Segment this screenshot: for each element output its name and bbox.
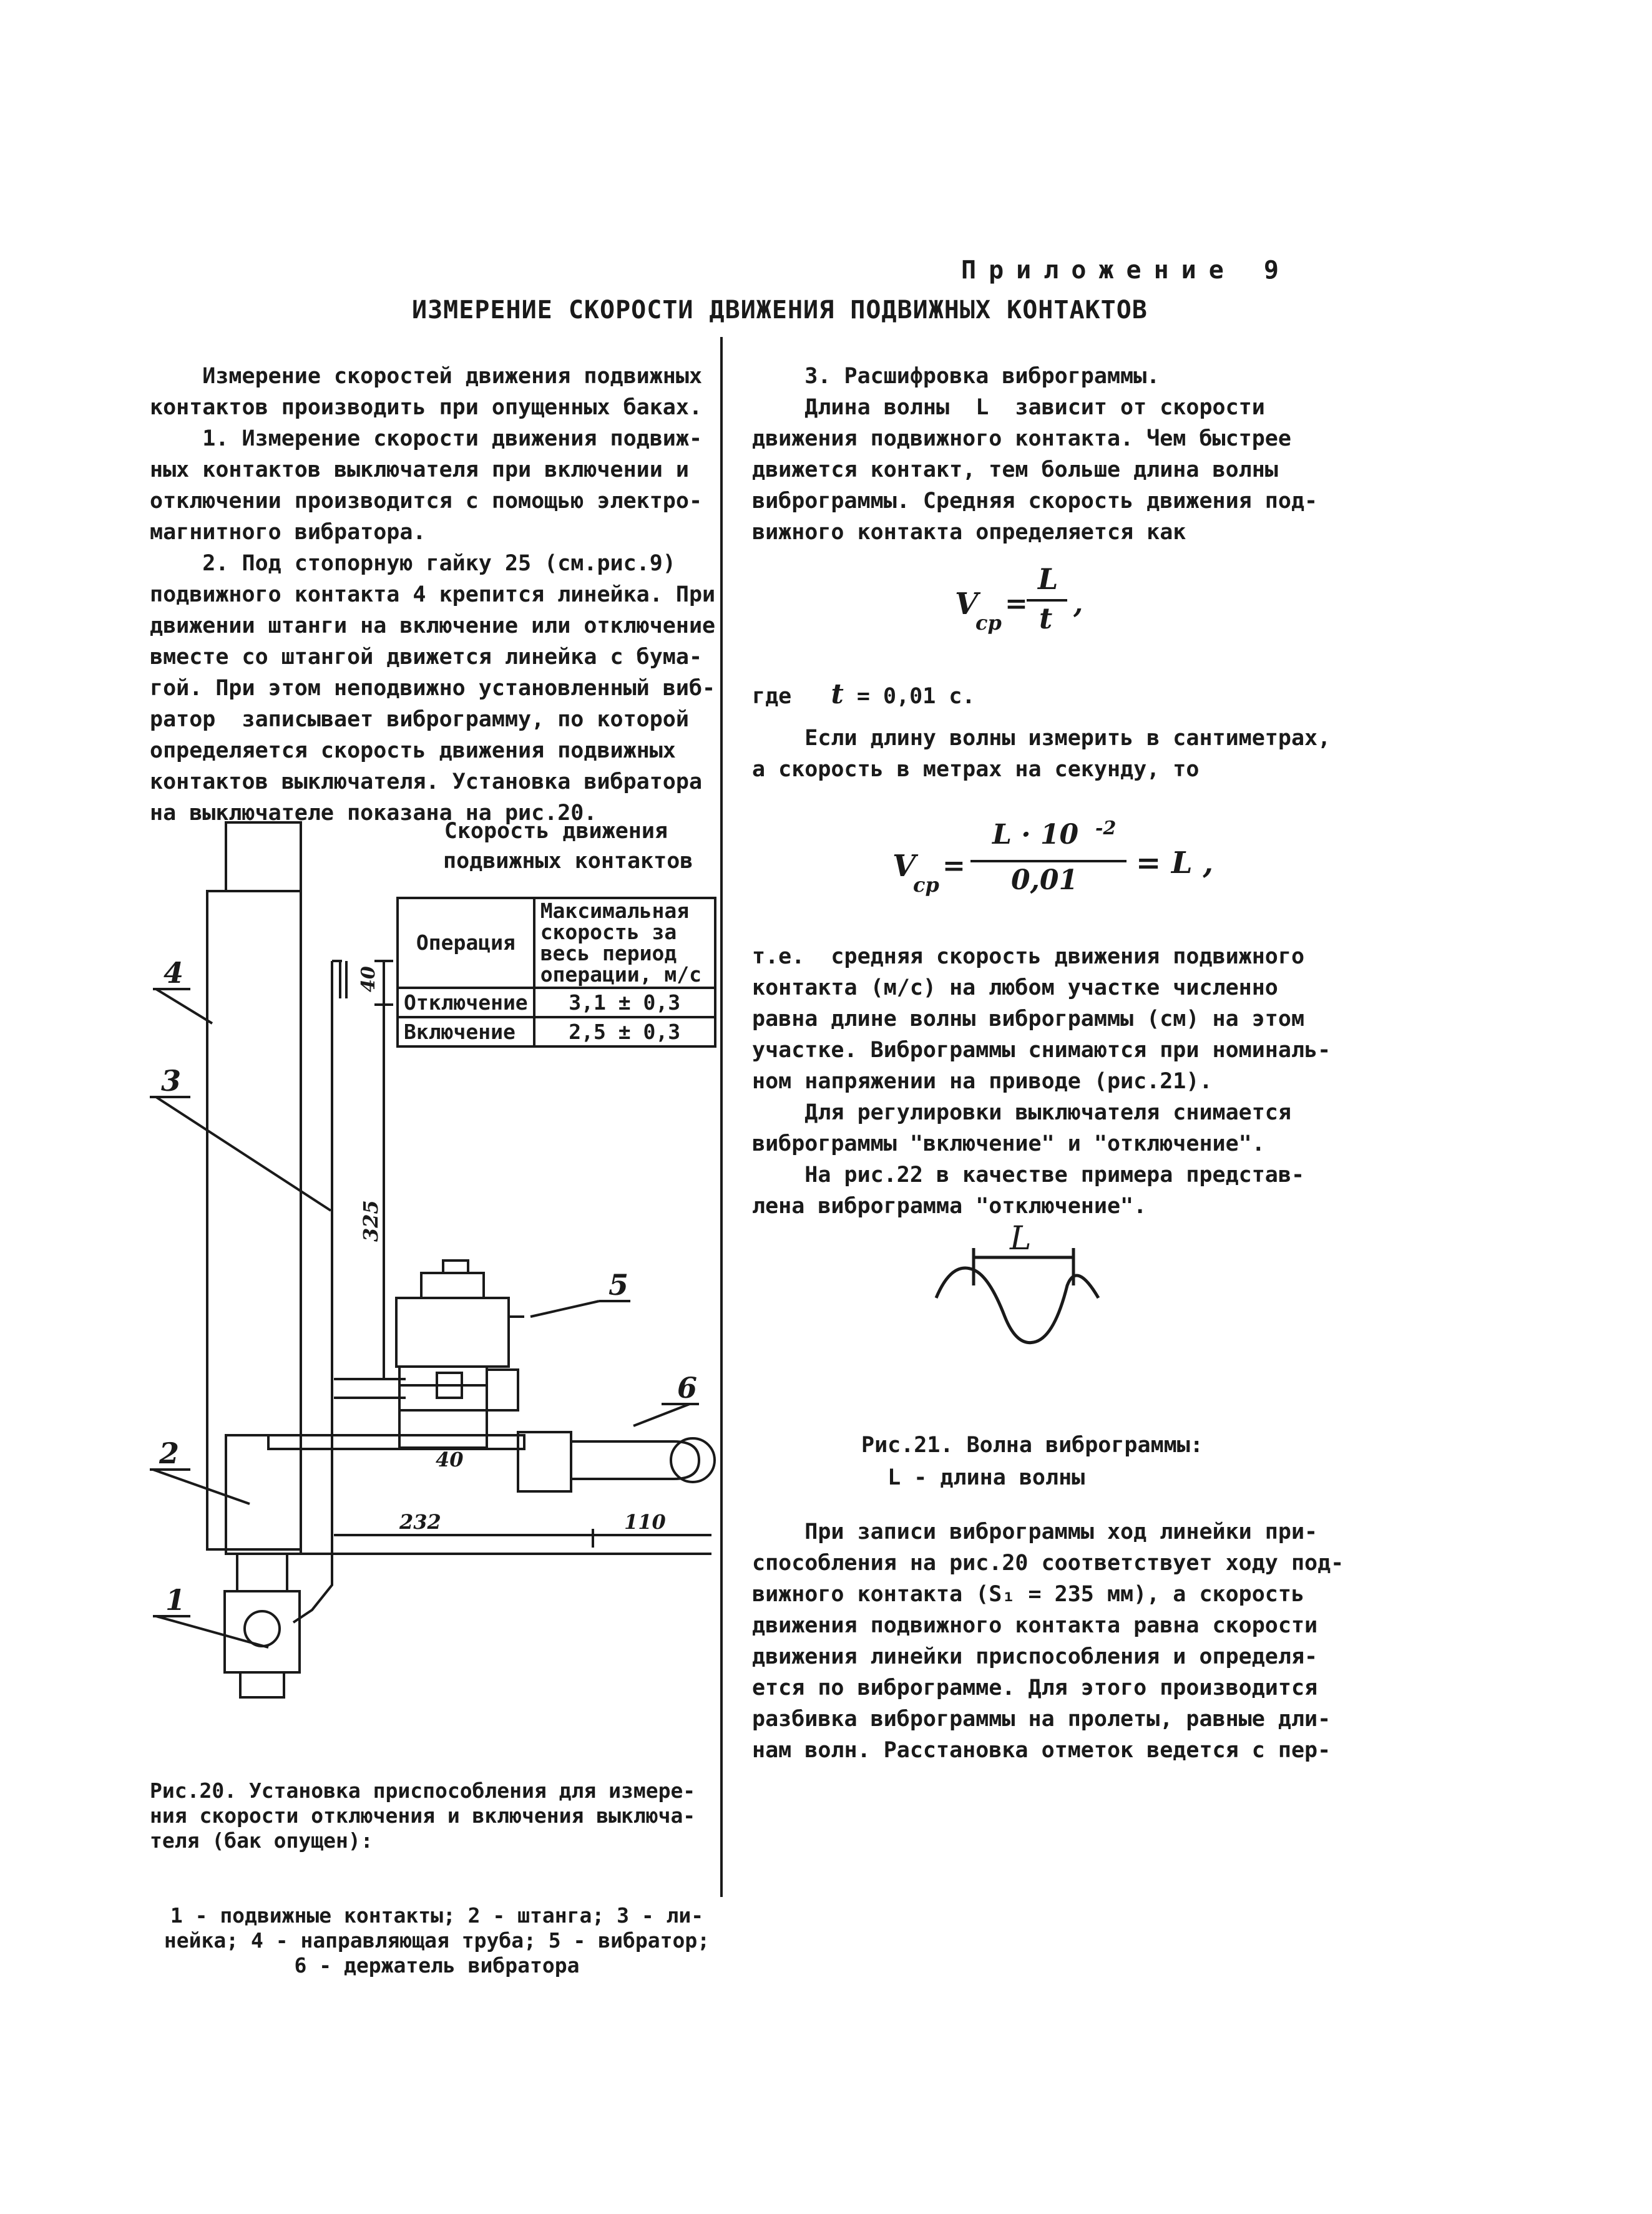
paragraph-line: контакта (м/с) на любом участке численно [752,975,1278,1000]
table-cell: Отключение [398,988,534,1017]
contact-block [237,1554,287,1591]
table-header-max-speed: Максимальная скорость за весь период операции, м/с [534,898,715,988]
where-line [752,679,1401,723]
formula-unit-conversion: V ср = L · 10 -2 0,01 = L , [752,810,1401,916]
table-cell: Включение [398,1017,534,1046]
paragraph-line: контактов производить при опущенных баках. [150,395,703,420]
dimension-label: 40 [436,1448,464,1471]
paragraph-line: участке. Виброграммы снимаются при номиналь- [752,1038,1331,1063]
paragraph-line: вместе со штангой движется линейка с бума- [150,645,703,670]
figure-20-caption [150,1729,724,2003]
figure-label: 5 [609,1268,629,1302]
appendix-label: Приложение 9 [961,256,1291,285]
paragraph-line: ется по виброграмме. Для этого производится [752,1675,1318,1700]
paragraph-line: 3. Расшифровка виброграммы. [752,364,1160,389]
paragraph-line: магнитного вибратора. [150,520,426,545]
formula-sub: ср [913,873,939,897]
paragraph-line: движении штанги на включение или отключение [150,613,716,638]
vibrator-holder [518,1432,571,1491]
table-cell: 3,1 ± 0,3 [534,988,715,1017]
contact-body [225,1591,300,1672]
formula-lhs: V [955,587,979,622]
dimension-label: 232 [399,1510,441,1534]
table-cell: 2,5 ± 0,3 [534,1017,715,1046]
paragraph-line: разбивка виброграммы на пролеты, равные дли- [752,1707,1331,1732]
formula-denominator: 0,01 [1011,864,1078,896]
formula-denominator: t [1039,602,1053,635]
right-column-bottom-text [752,1516,1401,1766]
paragraph-line: равна длине волны виброграммы (см) на этом [752,1007,1305,1031]
figure-label: 6 [677,1371,698,1405]
paragraph-line: виброграммы "включение" и "отключение". [752,1131,1265,1156]
dimension-label: 110 [624,1510,666,1534]
paragraph-line: движения подвижного контакта. Чем быстрее [752,426,1291,451]
paragraph-line: способления на рис.20 соответствует ходу под- [752,1551,1344,1576]
paragraph-line: 2. Под стопорную гайку 25 (см.рис.9) [150,551,676,576]
figure-20-title: Рис.20. Установка приспособления для измере- ния скорости отключения и включения выключа- теля (бак опущен): [150,1778,696,1853]
speed-table-caption: Скорость движения подвижных контактов [443,819,693,874]
figure-label: 2 [159,1436,180,1470]
contact-bottom [240,1672,284,1697]
paragraph-line: 1. Измерение скорости движения подвиж- [150,426,703,451]
paragraph-line: подвижного контакта 4 крепится линейка. При [150,582,716,607]
formula-numerator: L [1038,562,1058,596]
paragraph-line: гой. При этом неподвижно установленный виб- [150,676,716,701]
paragraph-line: движения подвижного контакта равна скорости [752,1613,1318,1638]
paragraph-line: Измерение скоростей движения подвижных [150,364,703,389]
formula-tail: , [1073,588,1083,620]
formula-tail: = L , [1136,846,1214,880]
rod-top [226,822,301,891]
paragraph-line: Для регулировки выключателя снимается [752,1100,1291,1125]
paragraph-line: движения линейки приспособления и определя- [752,1644,1318,1669]
dimension-label: 325 [359,1200,383,1242]
vibrator [396,1298,509,1367]
paragraph-line: на выключателе показана на рис.20. [150,801,597,826]
paragraph-line: При записи виброграммы ход линейки при- [752,1519,1318,1544]
formula-average-speed: V ср = L t , [752,560,1401,648]
formula-exponent: -2 [1095,817,1117,839]
figure-20-legend: 1 - подвижные контакты; 2 - штанга; 3 - ли- нейка; 4 - направляющая труба; 5 - вибратор; 6 - держатель вибратора [164,1903,710,1977]
paragraph-line: ратор записывает виброграмму, по которой [150,707,689,732]
paragraph-line: вижного контакта (S₁ = 235 мм), а скорость [752,1582,1305,1607]
figure-21-caption: Рис.21. Волна виброграммы: L - длина волны [861,1433,1203,1490]
paragraph-line: ных контактов выключателя при включении и [150,457,689,482]
paragraph-line: лена виброграмма "отключение". [752,1194,1147,1219]
paragraph-line: нам волн. Расстановка отметок ведется с пер- [752,1738,1331,1763]
document-title: ИЗМЕРЕНИЕ СКОРОСТИ ДВИЖЕНИЯ ПОДВИЖНЫХ КОНТАКТОВ [412,296,1148,324]
paragraph-line: На рис.22 в качестве примера представ- [752,1163,1305,1187]
guide-tube [207,891,301,1549]
formula-lhs: V [892,849,916,884]
paragraph-line: а скорость в метрах на секунду, то [752,757,1200,782]
dimension-label: 40 [358,966,379,992]
figure-20-drawing [0,0,724,1722]
where-word: где [752,684,792,709]
paragraph-line: контактов выключателя. Установка вибратора [150,769,703,794]
formula-numerator: L · 10 [992,819,1079,851]
where-eq: = 0,01 с. [856,684,975,709]
paragraph-line: ном напряжении на приводе (рис.21). [752,1069,1213,1094]
figure-label: 3 [161,1064,182,1098]
table-header-operation: Операция [398,898,534,988]
paragraph-line: вижного контакта определяется как [752,520,1186,545]
paragraph-line: движется контакт, тем больше длина волны [752,457,1278,482]
formula-sub: ср [975,611,1002,635]
where-var: t [831,678,844,710]
figure-label: 4 [164,956,184,990]
figure-21-wave [924,1223,1111,1360]
paragraph-line: Если длину волны измерить в сантиметрах, [752,726,1331,751]
paragraph-line: Длина волны L зависит от скорости [752,395,1265,420]
figure-label: 1 [165,1583,186,1617]
right-column-text [752,361,1401,1222]
paragraph-line: т.е. средняя скорость движения подвижного [752,944,1305,969]
paragraph-line: определяется скорость движения подвижных [150,738,676,763]
paragraph-line: виброграммы. Средняя скорость движения под- [752,489,1318,514]
wave-length-label: L [1010,1223,1032,1257]
paragraph-line: отключении производится с помощью электро- [150,489,703,514]
